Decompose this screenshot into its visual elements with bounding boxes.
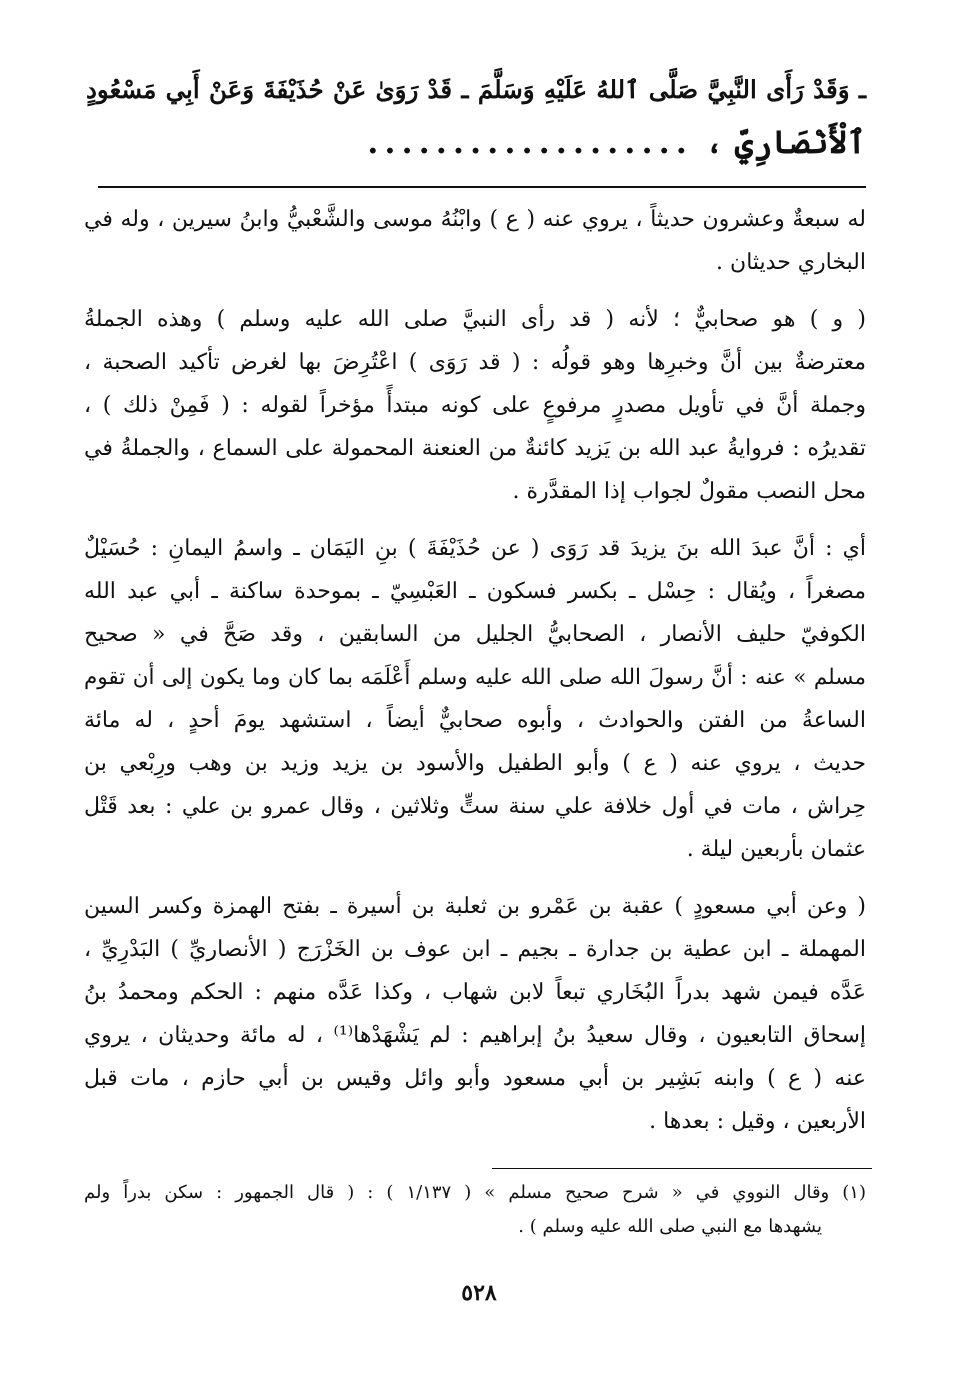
footnote [84, 1176, 866, 1244]
header-separator-rule [98, 186, 866, 188]
commentary-paragraph-4 [84, 885, 866, 1143]
commentary-line: إسحاق التابعيون ، وقال سعيدُ بنُ إبراهيم : لم يَشْهَدْها⁽¹⁾ ، له مائة وحديثان ، يروي [84, 1023, 866, 1048]
commentary-line: وجملة أنَّ في تأويل مصدرٍ مرفوعٍ على كونه مبتدأً مؤخراً لقوله : ( فَمِنْ ذلك ) ، [84, 393, 866, 418]
commentary-line: ( و ) هو صحابيٌّ ؛ لأنه ( قد رأى النبيَّ صلى الله عليه وسلم ) وهذه الجملةُ [84, 307, 866, 332]
commentary-line: الساعةُ من الفتن والحوادث ، وأبوه صحابيٌّ أيضاً ، استشهد يومَ أحدٍ ، له مائة [84, 708, 866, 733]
commentary-line: معترضةٌ بين أنَّ وخبرِها وهو قولُه : ( قد رَوَى ) اعْتُرِضَ بها لغرض تأكيد الصحبة ، [84, 350, 866, 375]
hadith-text-line-2 [86, 122, 866, 162]
footnote-line-1: (١) وقال النووي في « شرح صحيح مسلم » ( ١/١٣٧ ) : ( قال الجمهور : سكن بدراً ولم [84, 1182, 866, 1203]
hadith-text-line-2-words: ٱلْأَنْصَارِيِّ ، [704, 123, 866, 161]
commentary-paragraph-2 [84, 298, 866, 513]
commentary-line: الكوفيّ حليف الأنصار ، الصحابيُّ الجليل من السابقين ، وقد صَحَّ في « صحيح [84, 622, 866, 647]
commentary-body [84, 198, 866, 1157]
commentary-line: حديث ، يروي عنه ( ع ) وأبو الطفيل والأسود بن يزيد وزيد بن وهب ورِبْعي بن [84, 751, 866, 776]
commentary-line: تقديرُه : فروايةُ عبد الله بن يَزيد كائنةٌ من العنعنة المحمولة على السماع ، والجملةُ في [84, 436, 866, 461]
commentary-line: حِراش ، مات في أول خلافة علي سنة ستٍّ وثلاثين ، وقال عمرو بن علي : بعد قَتْل [84, 794, 866, 819]
commentary-line: عنه ( ع ) وابنه بَشِير بن أبي مسعود وأبو وائل وقيس بن أبي حازم ، مات قبل [84, 1066, 866, 1091]
commentary-line: البخاري حديثان . [716, 250, 866, 275]
commentary-line: عَدَّه فيمن شهد بدراً البُخَاري تبعاً لابن شهاب ، وكذا عَدَّه منهم : الحكم ومحمدُ بنُ [84, 980, 866, 1005]
commentary-line: مسلم » عنه : أنَّ رسولَ الله صلى الله عليه وسلم أَعْلَمَه بما كان وما يكون إلى أن تقوم [84, 665, 866, 690]
commentary-line: أي : أنَّ عبدَ الله بنَ يزيدَ قد رَوَى ( عن حُذَيْفَةَ ) بنِ اليَمَان ـ واسمُ اليمانِ : حُسَيْلٌ [84, 536, 866, 561]
commentary-line: مصغراً ، ويُقال : حِسْل ـ بكسر فسكون ـ العَبْسِيّ ـ بموحدة ساكنة ـ أبي عبد الله [84, 579, 866, 604]
footnote-separator-rule [492, 1168, 872, 1169]
commentary-line: عثمان بأربعين ليلة . [686, 837, 866, 862]
commentary-line: محل النصب مقولٌ لجواب إذا المقدَّرة . [512, 479, 866, 504]
commentary-line: الأربعين ، وقيل : بعدها . [649, 1109, 866, 1134]
commentary-paragraph-1 [84, 198, 866, 284]
hadith-text-line-1: ـ وَقَدْ رَأَى النَّبِيَّ صَلَّى ٱللهُ عَلَيْهِ وَسَلَّمَ ـ قَدْ رَوَىٰ عَنْ حُذَيْفَةَ وَعَنْ أَبِي مَسْعُودٍ [86, 75, 866, 104]
commentary-line: له سبعةٌ وعشرون حديثاً ، يروي عنه ( ع ) وابْنُهُ موسى والشَّعْبيُّ وابنُ سيرين ، وله في [84, 207, 866, 232]
commentary-paragraph-3 [84, 527, 866, 871]
commentary-line: ( وعن أبي مسعودٍ ) عقبة بن عَمْرو بن ثعلبة بن أسيرة ـ بفتح الهمزة وكسر السين [84, 894, 866, 919]
footnote-line-2: يشهدها مع النبي صلى الله عليه وسلم ) . [518, 1216, 822, 1237]
ellipsis-dots: ................... [367, 123, 693, 161]
commentary-line: المهملة ـ ابن عطية بن جدارة ـ بجيم ـ ابن عوف بن الخَزْرَج ( الأنصاريِّ ) البَدْرِيِّ ، [84, 937, 866, 962]
page-number: ٥٢٨ [461, 1280, 497, 1306]
